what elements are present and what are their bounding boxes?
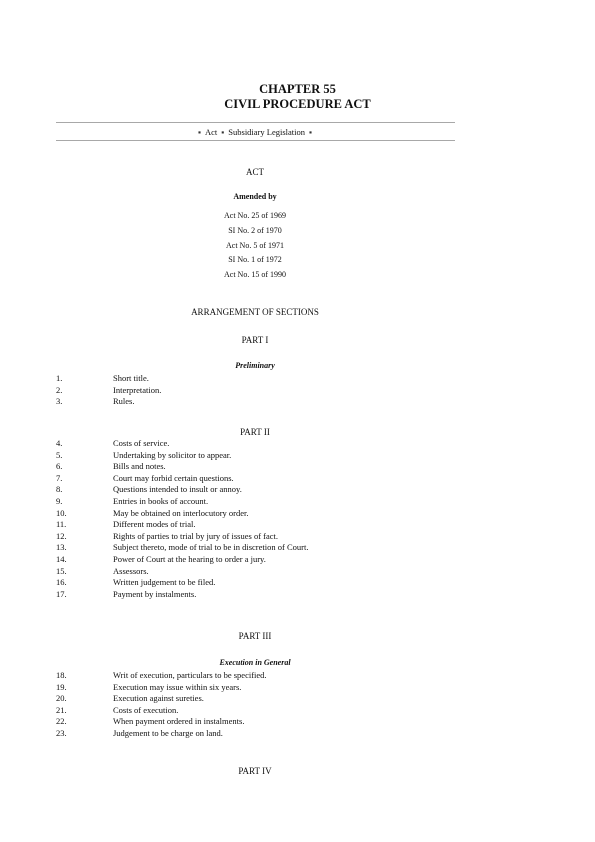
section-row[interactable] <box>56 693 476 705</box>
section-list <box>56 373 476 408</box>
section-row[interactable] <box>56 566 476 578</box>
section-title: Subject thereto, mode of trial to be in discretion of Court. <box>113 542 309 553</box>
section-number: 10. <box>56 507 67 518</box>
section-number: 5. <box>56 449 63 460</box>
section-number: 1. <box>56 373 63 383</box>
amended-by-heading: Amended by <box>233 192 277 201</box>
section-row[interactable] <box>56 670 476 682</box>
section-row[interactable] <box>56 473 476 485</box>
section-number: 15. <box>56 565 67 576</box>
section-number: 13. <box>56 542 67 553</box>
section-title: Payment by instalments. <box>113 588 197 599</box>
section-list <box>56 670 476 740</box>
section-number: 4. <box>56 438 63 448</box>
section-number: 21. <box>56 704 67 715</box>
section-title: Execution may issue within six years. <box>113 681 242 692</box>
section-row[interactable] <box>56 461 476 473</box>
section-title: When payment ordered in instalments. <box>113 716 245 727</box>
section-title: Judgement to be charge on land. <box>113 727 223 738</box>
section-number: 6. <box>56 461 63 472</box>
section-number: 18. <box>56 670 67 680</box>
section-list <box>56 438 476 600</box>
nav-link-act[interactable]: Act <box>204 127 218 137</box>
amendment-item: Act No. 5 of 1971 <box>226 240 284 250</box>
section-title: Assessors. <box>113 565 149 576</box>
amendment-item: Act No. 15 of 1990 <box>224 270 286 280</box>
section-number: 20. <box>56 693 67 704</box>
section-title: Interpretation. <box>113 384 162 395</box>
section-row[interactable] <box>56 542 476 554</box>
section-row[interactable] <box>56 577 476 589</box>
section-row[interactable] <box>56 554 476 566</box>
section-number: 2. <box>56 384 63 395</box>
part-subtitle: Preliminary <box>235 361 275 370</box>
top-rule <box>56 122 455 123</box>
section-row[interactable] <box>56 484 476 496</box>
section-row[interactable] <box>56 519 476 531</box>
section-number: 9. <box>56 495 63 506</box>
section-title: Execution against sureties. <box>113 693 204 704</box>
section-title: Different modes of trial. <box>113 519 196 530</box>
amendment-list <box>0 209 510 283</box>
amendment-item: SI No. 1 of 1972 <box>228 255 282 265</box>
section-number: 11. <box>56 519 67 530</box>
nav-link-subsidiary-legislation[interactable]: Subsidiary Legislation <box>228 127 306 137</box>
section-row[interactable] <box>56 396 476 408</box>
section-title: Rights of parties to trial by jury of issues of fact. <box>113 530 279 541</box>
section-title: Undertaking by solicitor to appear. <box>113 449 232 460</box>
section-row[interactable] <box>56 508 476 520</box>
section-row[interactable] <box>56 385 476 397</box>
section-row[interactable] <box>56 531 476 543</box>
section-title: Writ of execution, particulars to be specified. <box>113 670 267 680</box>
section-row[interactable] <box>56 438 476 450</box>
section-row[interactable] <box>56 450 476 462</box>
section-row[interactable] <box>56 373 476 385</box>
part-label: PART II <box>240 427 270 437</box>
section-number: 16. <box>56 577 67 588</box>
chapter-number: CHAPTER 55 <box>259 82 336 96</box>
section-title: Written judgement to be filed. <box>113 577 216 588</box>
part-label: PART I <box>241 335 269 345</box>
section-title: Short title. <box>113 373 149 383</box>
section-title: Costs of execution. <box>113 704 179 715</box>
part-label: PART III <box>238 631 272 641</box>
nav-bullet: ▪ <box>221 127 225 137</box>
section-title: Costs of service. <box>113 438 170 448</box>
section-row[interactable] <box>56 496 476 508</box>
nav-bullet: ▪ <box>197 127 201 137</box>
section-number: 22. <box>56 716 67 727</box>
section-number: 12. <box>56 530 67 541</box>
arrangement-heading: ARRANGEMENT OF SECTIONS <box>191 307 319 317</box>
section-number: 7. <box>56 472 63 483</box>
act-title: CIVIL PROCEDURE ACT <box>224 97 371 111</box>
part-label: PART IV <box>238 766 272 776</box>
section-number: 19. <box>56 681 67 692</box>
section-row[interactable] <box>56 682 476 694</box>
section-number: 3. <box>56 396 63 407</box>
amendment-item: SI No. 2 of 1970 <box>228 225 282 235</box>
section-title: Questions intended to insult or annoy. <box>113 484 242 495</box>
section-number: 23. <box>56 727 67 738</box>
section-title: Court may forbid certain questions. <box>113 472 234 483</box>
act-heading: ACT <box>246 167 264 177</box>
section-row[interactable] <box>56 728 476 740</box>
bottom-rule <box>56 140 455 141</box>
section-row[interactable] <box>56 589 476 601</box>
nav-bullet: ▪ <box>309 127 313 137</box>
section-number: 14. <box>56 553 67 564</box>
section-row[interactable] <box>56 716 476 728</box>
part-subtitle: Execution in General <box>219 658 291 667</box>
section-title: May be obtained on interlocutory order. <box>113 507 249 518</box>
section-number: 8. <box>56 484 63 495</box>
amendment-item: Act No. 25 of 1969 <box>224 211 286 220</box>
section-title: Entries in books of account. <box>113 495 209 506</box>
section-title: Power of Court at the hearing to order a jury. <box>113 553 266 564</box>
section-nav <box>0 127 510 137</box>
section-title: Rules. <box>113 396 135 407</box>
section-row[interactable] <box>56 705 476 717</box>
section-number: 17. <box>56 588 67 599</box>
section-title: Bills and notes. <box>113 461 166 472</box>
